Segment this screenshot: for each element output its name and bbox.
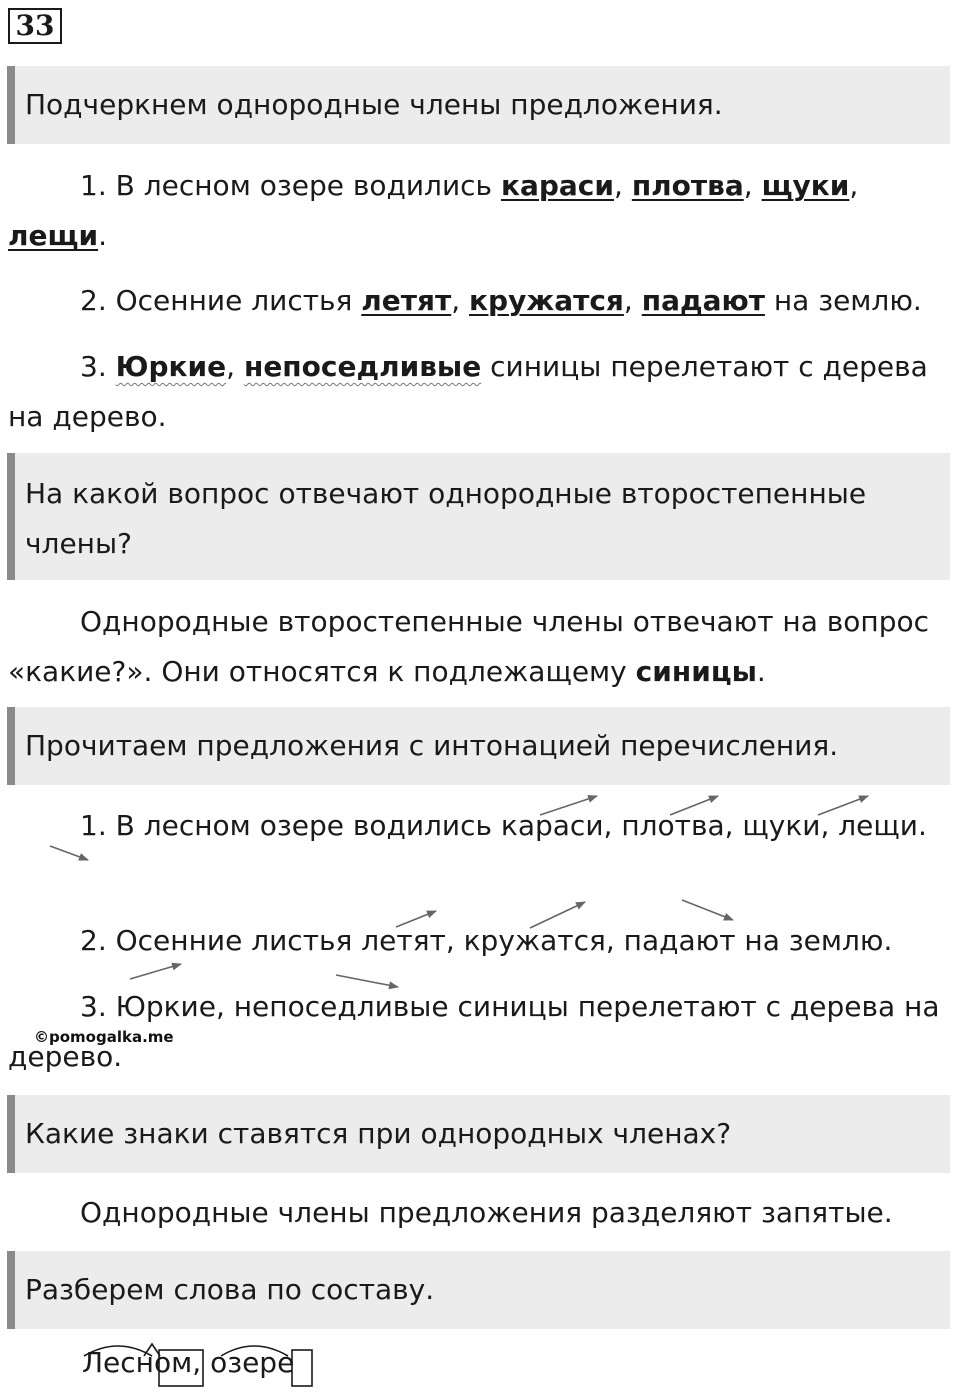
sentence-2-number: 2. — [80, 284, 107, 317]
homogeneous-subject-2: плотва — [631, 169, 744, 202]
rising-arrow-yurkie — [130, 964, 181, 979]
reading-sentence-2: 2. Осенние листья летят, кружатся, падают на землю. — [80, 924, 893, 957]
homogeneous-subject-1: караси — [500, 169, 615, 202]
reading-sentence-3: 3. Юркие, непоседливые синицы перелетают с дерева на дерево. — [8, 990, 940, 1073]
answer-2: Однородные второстепенные члены отвечают на вопрос «какие?». Они относятся к подлежащему синицы. — [8, 605, 930, 688]
answer-2-text: Однородные второстепенные члены отвечают на вопрос «какие?». Они относятся к подлежащему — [8, 605, 930, 688]
sentence-1: 1. В лесном озере водились караси, плотва, щуки, лещи. — [8, 169, 859, 252]
root-arc-ozer — [221, 1346, 288, 1356]
homogeneous-predicate-2: кружатся — [469, 284, 624, 317]
morph-separator: , — [192, 1346, 202, 1379]
answer-2-subject: синицы — [635, 655, 757, 688]
ending-box-om — [159, 1350, 203, 1386]
morph-word-2: озере — [210, 1346, 295, 1379]
morph-word-1: Лесном — [82, 1346, 193, 1379]
sentence-1-number: 1. — [80, 169, 107, 202]
suffix-mark-n — [144, 1344, 160, 1356]
sentence-3-ending: синицы перелетают с дерева на дерево. — [8, 350, 928, 433]
question-box-2 — [7, 453, 950, 580]
ending-box-e — [292, 1350, 312, 1386]
sentence-2-text: Осенние листья — [115, 284, 353, 317]
reading-sentence-1: 1. В лесном озере водились караси, плотва, щуки, лещи. — [80, 809, 927, 842]
sentence-1-text: В лесном озере водились — [115, 169, 493, 202]
sentence-3-number: 3. — [80, 350, 107, 383]
question-box-4 — [7, 1095, 950, 1173]
sentence-3: 3. Юркие, непоседливые синицы перелетают с дерева на дерево. — [8, 350, 928, 433]
question-3-text: Прочитаем предложения с интонацией перечисления. — [25, 729, 839, 762]
question-5-text: Разберем слова по составу. — [25, 1273, 435, 1306]
homogeneous-subject-3: щуки — [761, 169, 850, 202]
homogeneous-subject-4: лещи — [8, 219, 99, 252]
sentence-2-ending: на землю. — [773, 284, 922, 317]
morpheme-analysis — [82, 1338, 294, 1388]
homogeneous-predicate-3: падают — [641, 284, 765, 317]
question-box-5 — [7, 1251, 950, 1329]
question-4-text: Какие знаки ставятся при однородных членах? — [25, 1117, 732, 1150]
root-arc-les — [84, 1346, 152, 1356]
question-1-text: Подчеркнем однородные члены предложения. — [25, 88, 723, 121]
sentence-2: 2. Осенние листья летят, кружатся, падают на землю. — [80, 284, 922, 317]
homogeneous-attribute-2: непоседливые — [243, 350, 482, 383]
watermark: ©pomogalka.me — [34, 1028, 174, 1046]
homogeneous-attribute-1: Юркие — [115, 350, 227, 383]
morpheme-marks — [82, 1338, 322, 1392]
question-box-1 — [7, 66, 950, 144]
homogeneous-predicate-1: летят — [361, 284, 452, 317]
question-box-3 — [7, 707, 950, 785]
answer-4: Однородные члены предложения разделяют запятые. — [80, 1196, 893, 1229]
question-2-text: На какой вопрос отвечают однородные второстепенные члены? — [25, 477, 867, 560]
task-number: 33 — [8, 8, 62, 44]
